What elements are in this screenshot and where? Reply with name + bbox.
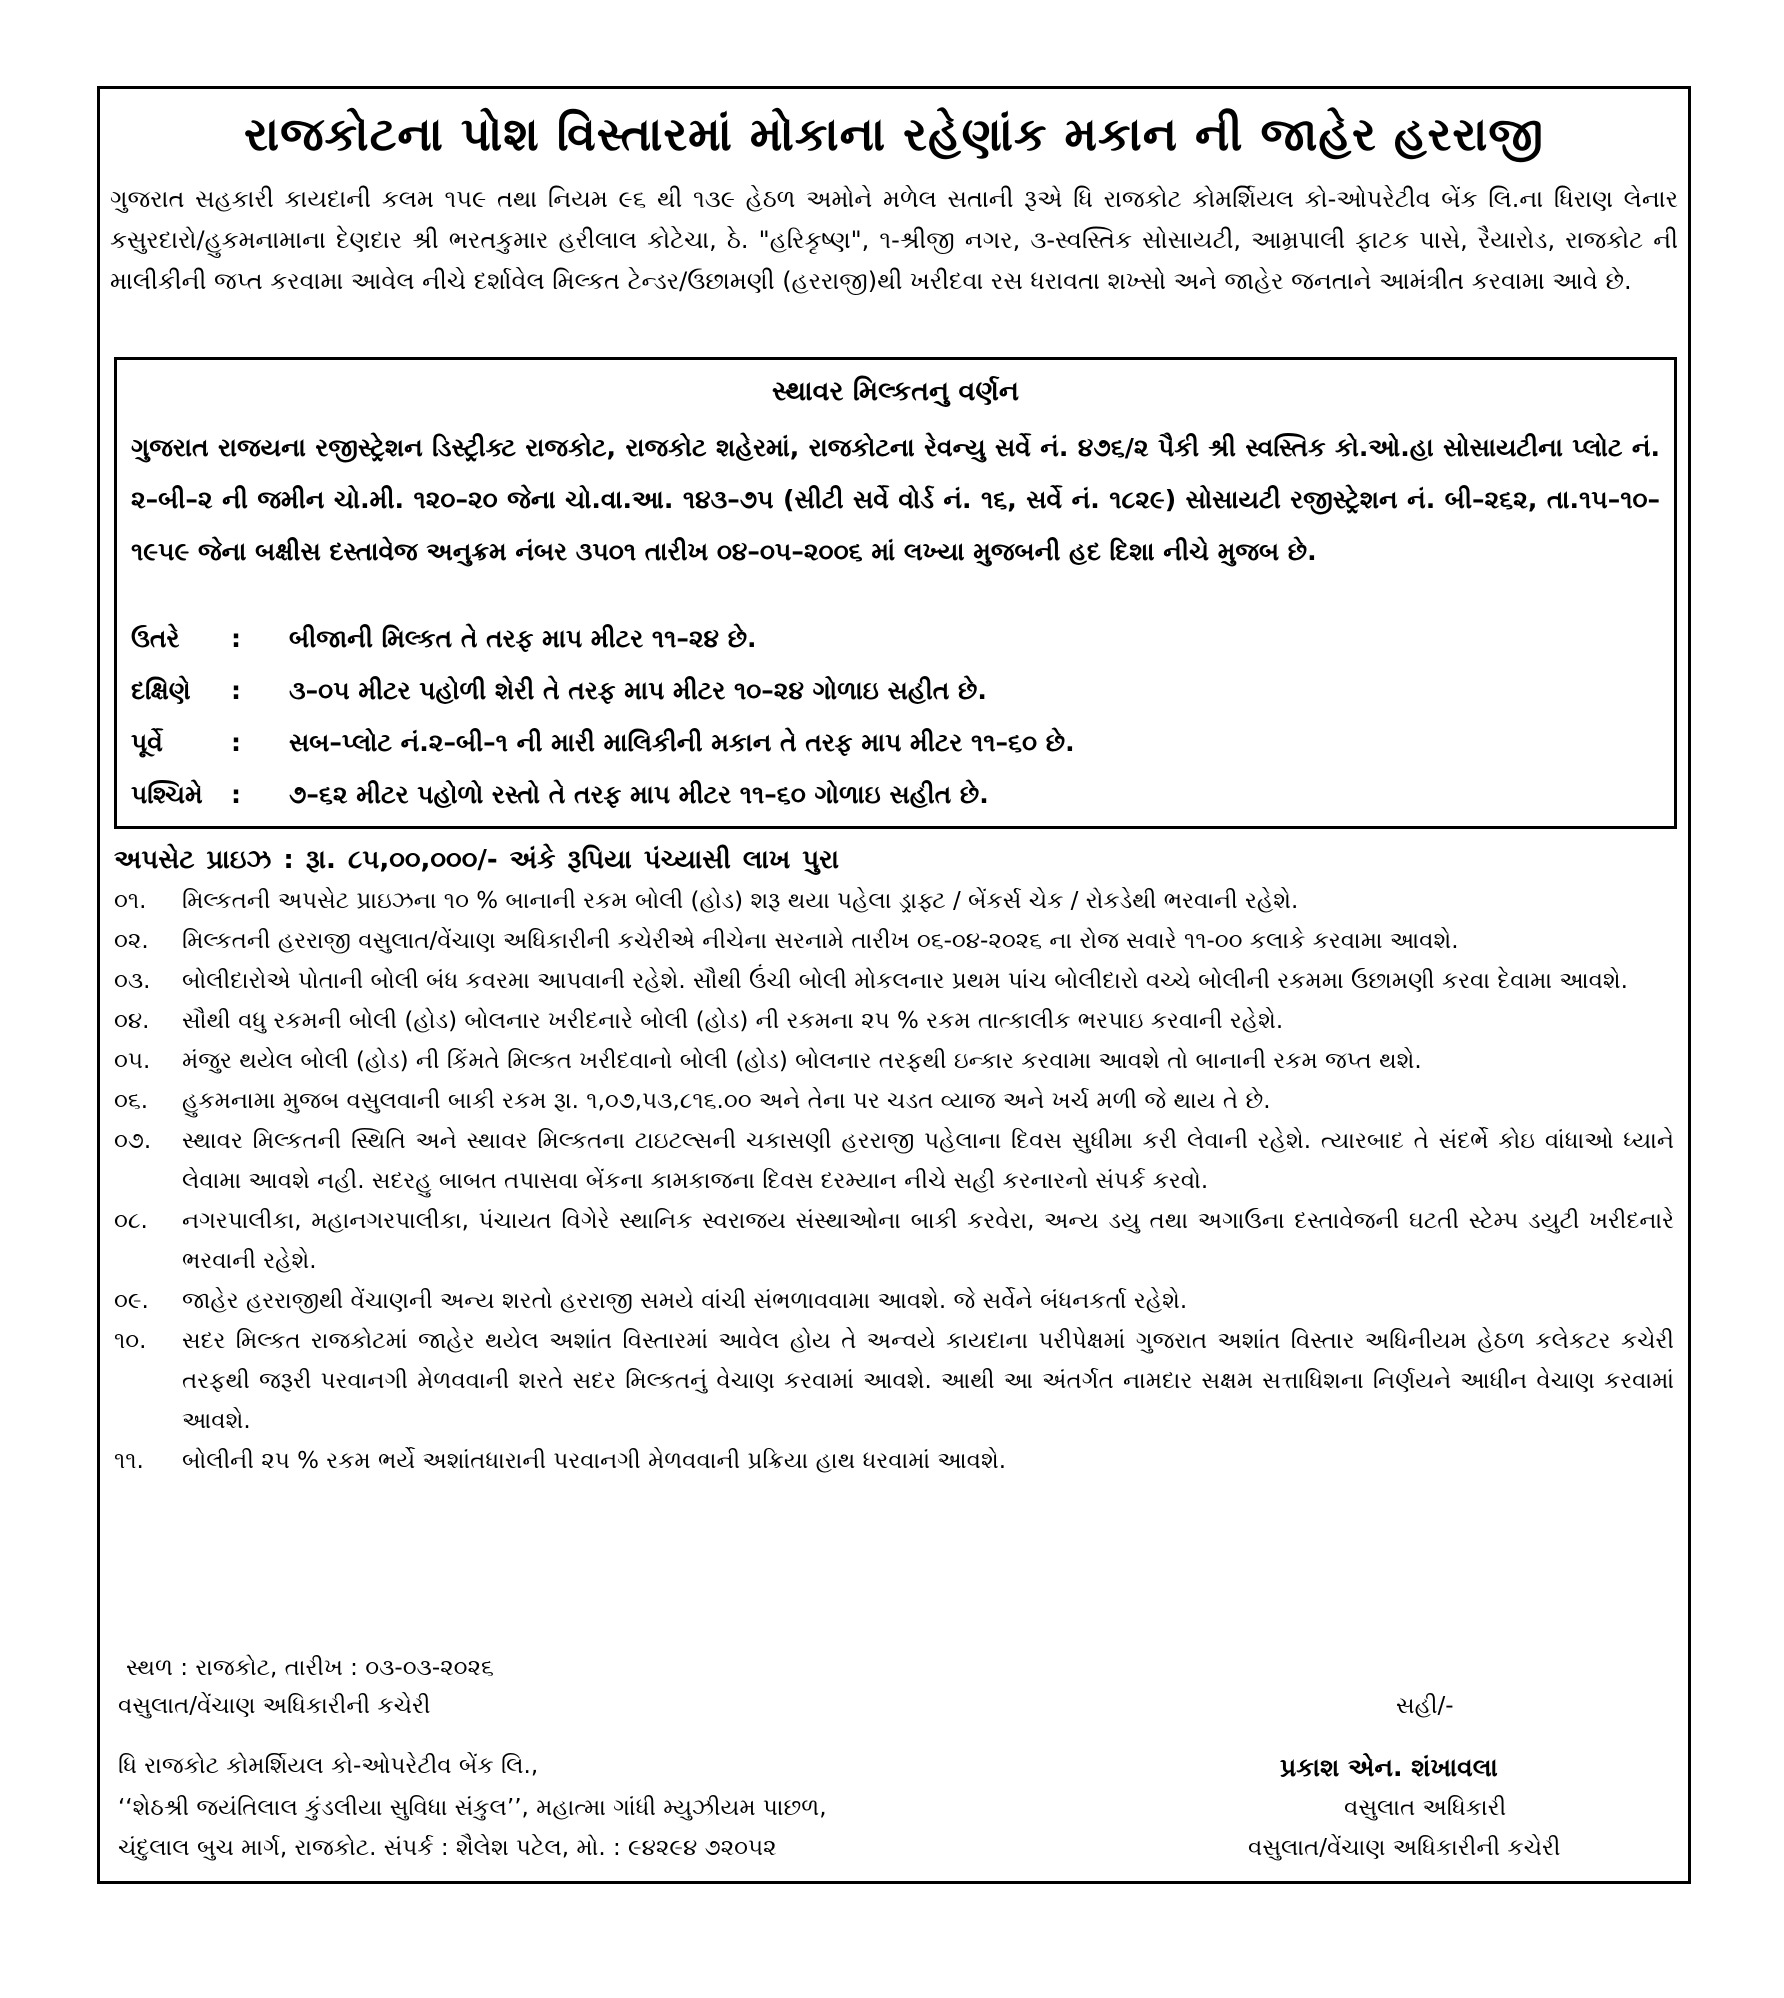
term-text: બોલીની ૨૫ % રકમ ભર્યે અશાંતધારાની પરવાનગી મેળવવાની પ્રક્રિયા હાથ ધરવામાં આવશે. xyxy=(182,1448,1007,1474)
term-text: સૌથી વધુ રકમની બોલી (હોડ) બોલનાર ખરીદનારે બોલી (હોડ) ની રકમના ૨૫ % રકમ તાત્કાલીક ભરપાઇ કરવાની રહેશે. xyxy=(182,1008,1284,1034)
term-item xyxy=(114,961,1674,1001)
boundary-text: સબ–પ્લોટ નં.૨–બી–૧ ની મારી માલિકીની મકાન તે તરફ માપ મીટર ૧૧–૬૦ છે. xyxy=(289,728,1075,757)
bank-name: ધિ રાજકોટ કોમર્શિયલ કો-ઓપરેટીવ બેંક લિ., xyxy=(118,1753,539,1779)
term-text: સદર મિલ્કત રાજકોટમાં જાહેર થયેલ અશાંત વિસ્તારમાં આવેલ હોય તે અન્વયે કાયદાના પરીપેક્ષમાં ગુજરાત અશાંત વિસ્તાર અધિનીયમ હેઠળ કલેકટર કચેરી તરફથી જરૂરી પરવાનગી મેળવવાની શરતે સદર મિલ્કતનું વેચાણ કરવામાં આવશે. આથી આ અંતર્ગત નામદાર સક્ષમ સત્તાધિશના નિર્ણયને આધીન વેચાણ કરવામાં આવશે. xyxy=(182,1328,1674,1434)
boundary-text: ૭–૬૨ મીટર પહોળો રસ્તો તે તરફ માપ મીટર ૧૧–૬૦ ગોળાઇ સહીત છે. xyxy=(289,780,989,809)
term-number: ૦૮. xyxy=(114,1208,148,1234)
term-item xyxy=(114,1001,1674,1041)
term-item xyxy=(114,1121,1674,1201)
officer-office: વસુલાત/વેંચાણ અધિકારીની કચેરી xyxy=(1248,1835,1561,1861)
term-item xyxy=(114,1201,1674,1281)
term-number: ૧૦. xyxy=(114,1328,147,1354)
term-text: મિલ્કતની હરરાજી વસુલાત/વેંચાણ અધિકારીની કચેરીએ નીચેના સરનામે તારીખ ૦૬-૦૪-૨૦૨૬ ના રોજ સવારે ૧૧-૦૦ કલાકે કરવામા આવશે. xyxy=(182,928,1459,954)
boundary-separator: : xyxy=(231,676,241,705)
term-item xyxy=(114,1041,1674,1081)
term-text: બોલીદારોએ પોતાની બોલી બંધ કવરમા આપવાની રહેશે. સૌથી ઉંચી બોલી મોકલનાર પ્રથમ પાંચ બોલીદારો વચ્ચે બોલીની રકમમા ઉછામણી કરવા દેવામા આવશે. xyxy=(182,968,1628,994)
property-description: ગુજરાત રાજયના રજીસ્ટ્રેશન ડિસ્ટ્રીક્ટ રાજકોટ, રાજકોટ શહેરમાં, રાજકોટના રેવન્યુ સર્વે નં. ૪૭૬/૨ પૈકી શ્રી સ્વસ્તિક કો.ઓ.હા સોસાયટીના પ્લોટ નં. ૨–બી–૨ ની જમીન ચો.મી. ૧૨૦–૨૦ જેના ચો.વા.આ. ૧૪૩–૭૫ (સીટી સર્વે વોર્ડ નં. ૧૬, સર્વે નં. ૧૮૨૯) સોસાયટી રજીસ્ટ્રેશન નં. બી–૨૬૨, તા.૧૫–૧૦–૧૯૫૯ જેના બક્ષીસ દસ્તાવેજ અનુક્રમ નંબર ૩૫૦૧ તારીખ ૦૪–૦૫–૨૦૦૬ માં લખ્યા મુજબની હદ દિશા નીચે મુજબ છે. xyxy=(131,433,1660,566)
term-item xyxy=(114,1321,1674,1441)
term-number: ૦૬. xyxy=(114,1088,149,1114)
property-heading: સ્થાવર મિલ્કતનુ વર્ણન xyxy=(771,376,1020,407)
boundary-text: ૩–૦૫ મીટર પહોળી શેરી તે તરફ માપ મીટર ૧૦–૨૪ ગોળાઇ સહીત છે. xyxy=(289,676,987,705)
signature-mark: સહી/- xyxy=(1396,1693,1454,1719)
term-item xyxy=(114,921,1674,961)
notice-title: રાજકોટના પોશ વિસ્તારમાં મોકાના રહેણાંક મકાન ની જાહેર હરરાજી xyxy=(244,107,1544,161)
boundary-north xyxy=(131,624,757,654)
upset-price: અપસેટ પ્રાઇઝ : રૂા. ૮૫,૦૦,૦૦૦/- અંકે રૂપિયા પંચ્યાસી લાખ પુરા xyxy=(114,845,839,875)
boundary-west xyxy=(131,780,989,810)
address-line-2: ચંદુલાલ બુચ માર્ગ, રાજકોટ. સંપર્ક : શૈલેશ પટેલ, મો. : ૯૪૨૯૪ ૭૨૦૫૨ xyxy=(118,1835,777,1861)
boundary-east xyxy=(131,728,1075,758)
term-number: ૦૯. xyxy=(114,1288,149,1314)
intro-paragraph: ગુજરાત સહકારી કાયદાની કલમ ૧૫૯ તથા નિયમ ૯૬ થી ૧૩૯ હેઠળ અમોને મળેલ સતાની રૂએ ધિ રાજકોટ કોમર્શિયલ કો-ઓપરેટીવ બેંક લિ.ના ધિરાણ લેનાર કસુરદારો/હુકમનામાના દેણદાર શ્રી ભરતકુમાર હરીલાલ કોટેચા, ઠે. "હરિકૃષ્ણ", ૧-શ્રીજી નગર, ૩-સ્વસ્તિક સોસાયટી, આમ્રપાલી ફાટક પાસે, રૈયારોડ, રાજકોટ ની માલીકીની જપ્ત કરવામા આવેલ નીચે દર્શાવેલ મિલ્કત ટેન્ડર/ઉછામણી (હરરાજી)થી ખરીદવા રસ ધરાવતા શખ્સો અને જાહેર જનતાને આમંત્રીત કરવામા આવે છે. xyxy=(110,185,1678,295)
boundary-separator: : xyxy=(231,728,241,757)
officer-title: વસુલાત અધિકારી xyxy=(1344,1795,1507,1821)
boundary-label: દક્ષિણે xyxy=(131,676,191,705)
property-description-box xyxy=(114,357,1677,829)
term-text: સ્થાવર મિલ્કતની સ્થિતિ અને સ્થાવર મિલ્કતના ટાઇટલ્સની ચકાસણી હરરાજી પહેલાના દિવસ સુધીમા કરી લેવાની રહેશે. ત્યારબાદ તે સંદર્ભે કોઇ વાંધાઓ ધ્યાને લેવામા આવશે નહી. સદરહુ બાબત તપાસવા બેંકના કામકાજના દિવસ દરમ્યાન નીચે સહી કરનારનો સંપર્ક કરવો. xyxy=(182,1128,1674,1194)
boundary-label: પશ્ચિમે xyxy=(131,780,203,809)
term-number: ૦૭. xyxy=(114,1128,152,1154)
term-text: નગરપાલીકા, મહાનગરપાલીકા, પંચાયત વિગેરે સ્થાનિક સ્વરાજય સંસ્થાઓના બાકી કરવેરા, અન્ય ડયુ તથા અગાઉના દસ્તાવેજની ઘટતી સ્ટેમ્પ ડયુટી ખરીદનારે ભરવાની રહેશે. xyxy=(182,1208,1674,1274)
officer-name: પ્રકાશ એન. શંખાવલા xyxy=(1280,1753,1498,1782)
term-text: મિલ્કતની અપસેટ પ્રાઇઝના ૧૦ % બાનાની રકમ બોલી (હોડ) શરૂ થયા પહેલા ડ્રાફ્ટ / બેંકર્સ ચેક / રોકડેથી ભરવાની રહેશે. xyxy=(182,888,1299,914)
boundary-south xyxy=(131,676,987,706)
term-number: ૦૪. xyxy=(114,1008,150,1034)
place-date: સ્થળ : રાજકોટ, તારીખ : ૦૩-૦૩-૨૦૨૬ xyxy=(126,1655,494,1681)
term-number: ૧૧. xyxy=(114,1448,144,1474)
term-item xyxy=(114,1441,1674,1481)
term-number: ૦૫. xyxy=(114,1048,151,1074)
terms-list xyxy=(114,881,1674,1481)
term-item xyxy=(114,1081,1674,1121)
boundary-text: બીજાની મિલ્કત તે તરફ માપ મીટર ૧૧–૨૪ છે. xyxy=(289,624,757,653)
address-line-1: ‘‘શેઠશ્રી જયંતિલાલ કુંડલીયા સુવિધા સંકુલ’’, મહાત્મા ગાંધી મ્યુઝીયમ પાછળ, xyxy=(118,1795,827,1821)
term-text: હુકમનામા મુજબ વસુલવાની બાકી રકમ રૂા. ૧,૦૭,૫૩,૮૧૬.૦૦ અને તેના પર ચડત વ્યાજ અને ખર્ચ મળી જે થાય તે છે. xyxy=(182,1088,1271,1114)
term-text: જાહેર હરરાજીથી વેંચાણની અન્ય શરતો હરરાજી સમયે વાંચી સંભળાવવામા આવશે. જે સર્વેને બંધનકર્તા રહેશે. xyxy=(182,1288,1188,1314)
boundary-separator: : xyxy=(231,780,241,809)
term-number: ૦૧. xyxy=(114,888,147,914)
term-number: ૦૩. xyxy=(114,968,151,994)
boundary-separator: : xyxy=(231,624,241,653)
boundary-label: ઉતરે xyxy=(131,624,180,653)
notice-frame xyxy=(97,86,1691,1884)
office-name: વસુલાત/વેંચાણ અધિકારીની કચેરી xyxy=(118,1693,431,1719)
boundary-label: પૂર્વે xyxy=(131,728,163,757)
term-item xyxy=(114,881,1674,921)
term-item xyxy=(114,1281,1674,1321)
term-number: ૦૨. xyxy=(114,928,149,954)
term-text: મંજુર થયેલ બોલી (હોડ) ની કિંમતે મિલ્કત ખરીદવાનો બોલી (હોડ) બોલનાર તરફથી ઇન્કાર કરવામા આવશે તો બાનાની રકમ જપ્ત થશે. xyxy=(182,1048,1422,1074)
